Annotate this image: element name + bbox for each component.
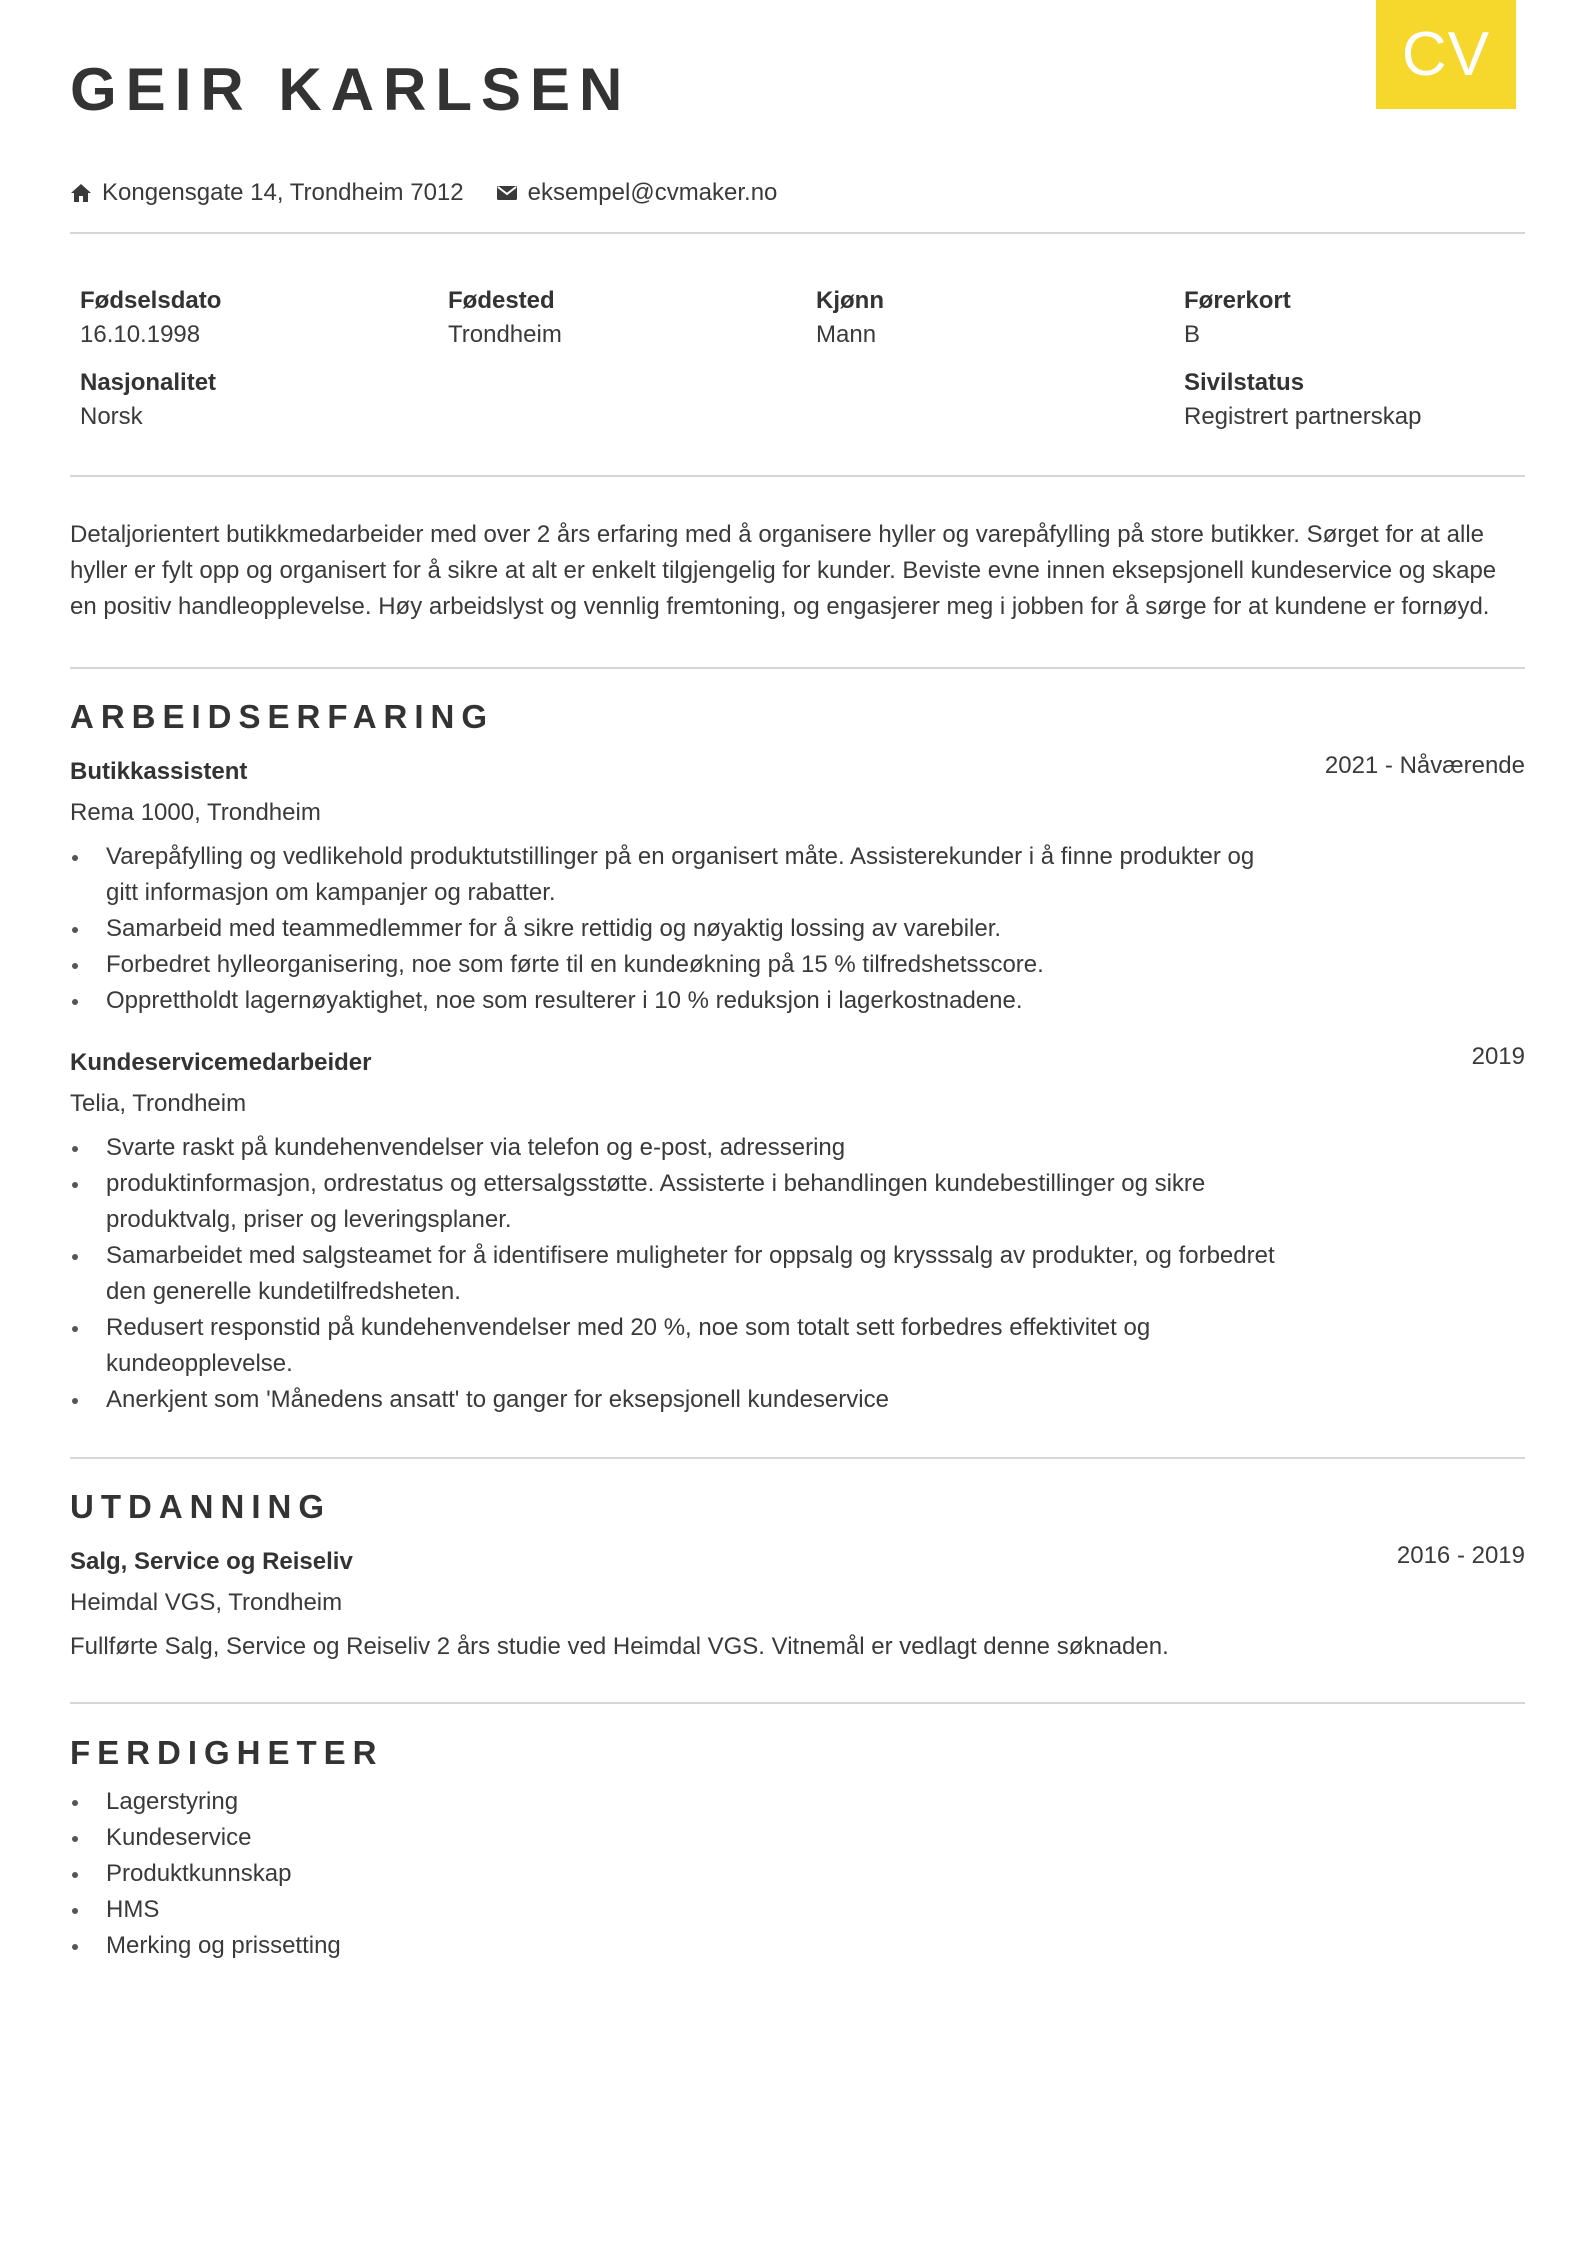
job-date: 2019	[1471, 1043, 1525, 1070]
list-item: HMS	[70, 1892, 1290, 1928]
email-link[interactable]: eksempel@cvmaker.no	[527, 179, 778, 206]
envelope-icon	[496, 185, 518, 201]
job-bullets	[70, 1130, 1290, 1418]
divider	[70, 667, 1525, 669]
info-marital-status: Sivilstatus Registrert partnerskap	[1184, 369, 1422, 430]
section-title-skills: FERDIGHETER	[70, 1734, 384, 1771]
list-item: Samarbeid med teammedlemmer for å sikre rettidig og nøyaktig lossing av varebiler.	[70, 911, 1290, 947]
contact-address	[70, 179, 464, 207]
education-title: Salg, Service og Reiseliv	[70, 1548, 353, 1575]
job-bullets	[70, 839, 1290, 1019]
profile-summary: Detaljorientert butikkmedarbeider med over 2 års erfaring med å organisere hyller og varepåfylling på store butikker. Sørget for at alle hyller er fylt opp og organisert for å sikre at alt er enkelt tilgjengelig for kunder. Beviste evne innen eksepsjonell kundeservice og skape en positiv handleopplevelse. Høy arbeidslyst og vennlig fremtoning, og engasjerer meg i jobben for å sørge for at kundene er fornøyd.	[70, 521, 1497, 620]
list-item: Forbedret hylleorganisering, noe som førte til en kundeøkning på 15 % tilfredshetsscore.	[70, 947, 1290, 983]
skills-list	[70, 1784, 1290, 1964]
divider	[70, 232, 1525, 234]
list-item: Anerkjent som 'Månedens ansatt' to ganger for eksepsjonell kundeservice	[70, 1382, 1290, 1418]
list-item: Samarbeidet med salgsteamet for å identifisere muligheter for oppsalg og krysssalg av produkter, og forbedret den generelle kundetilfredsheten.	[70, 1238, 1290, 1310]
list-item: Kundeservice	[70, 1820, 1290, 1856]
list-item: Merking og prissetting	[70, 1928, 1290, 1964]
info-birthdate: Fødselsdato 16.10.1998	[80, 287, 222, 348]
job-entry	[70, 752, 1525, 1019]
home-icon	[70, 183, 92, 203]
list-item: Svarte raskt på kundehenvendelser via telefon og e-post, adressering	[70, 1130, 1290, 1166]
education-date: 2016 - 2019	[1396, 1542, 1525, 1569]
job-title: Butikkassistent	[70, 758, 248, 785]
list-item: Opprettholdt lagernøyaktighet, noe som resulterer i 10 % reduksjon i lagerkostnadene.	[70, 983, 1290, 1019]
list-item: Lagerstyring	[70, 1784, 1290, 1820]
list-item: Varepåfylling og vedlikehold produktutstillinger på en organisert måte. Assisterekunder i å finne produkter og gitt informasjon om kampanjer og rabatter.	[70, 839, 1290, 911]
address-text: Kongensgate 14, Trondheim 7012	[102, 179, 464, 206]
candidate-name: GEIR KARLSEN	[70, 56, 632, 123]
contact-email	[496, 179, 778, 207]
job-title: Kundeservicemedarbeider	[70, 1049, 372, 1076]
education-entry	[70, 1542, 1525, 1665]
cv-logo: CV	[1376, 0, 1516, 109]
job-date: 2021 - Nåværende	[1324, 752, 1525, 779]
divider	[70, 475, 1525, 477]
section-title-education: UTDANNING	[70, 1488, 331, 1525]
contact-line	[70, 179, 777, 207]
info-birthplace: Fødested Trondheim	[448, 287, 562, 348]
divider	[70, 1457, 1525, 1459]
info-license: Førerkort B	[1184, 287, 1291, 348]
list-item: Redusert responstid på kundehenvendelser med 20 %, noe som totalt sett forbedres effektivitet og kundeopplevelse.	[70, 1310, 1290, 1382]
divider	[70, 1702, 1525, 1704]
job-entry	[70, 1043, 1525, 1418]
info-nationality: Nasjonalitet Norsk	[80, 369, 217, 430]
job-employer: Rema 1000, Trondheim	[70, 799, 321, 826]
list-item: Produktkunnskap	[70, 1856, 1290, 1892]
education-school: Heimdal VGS, Trondheim	[70, 1589, 343, 1616]
job-employer: Telia, Trondheim	[70, 1090, 247, 1117]
info-gender: Kjønn Mann	[816, 287, 884, 348]
section-title-experience: ARBEIDSERFARING	[70, 698, 495, 735]
education-description: Fullførte Salg, Service og Reiseliv 2 års studie ved Heimdal VGS. Vitnemål er vedlagt denne søknaden.	[70, 1633, 1169, 1660]
list-item: produktinformasjon, ordrestatus og ettersalgsstøtte. Assisterte i behandlingen kundebestillinger og sikre produktvalg, priser og leveringsplaner.	[70, 1166, 1290, 1238]
